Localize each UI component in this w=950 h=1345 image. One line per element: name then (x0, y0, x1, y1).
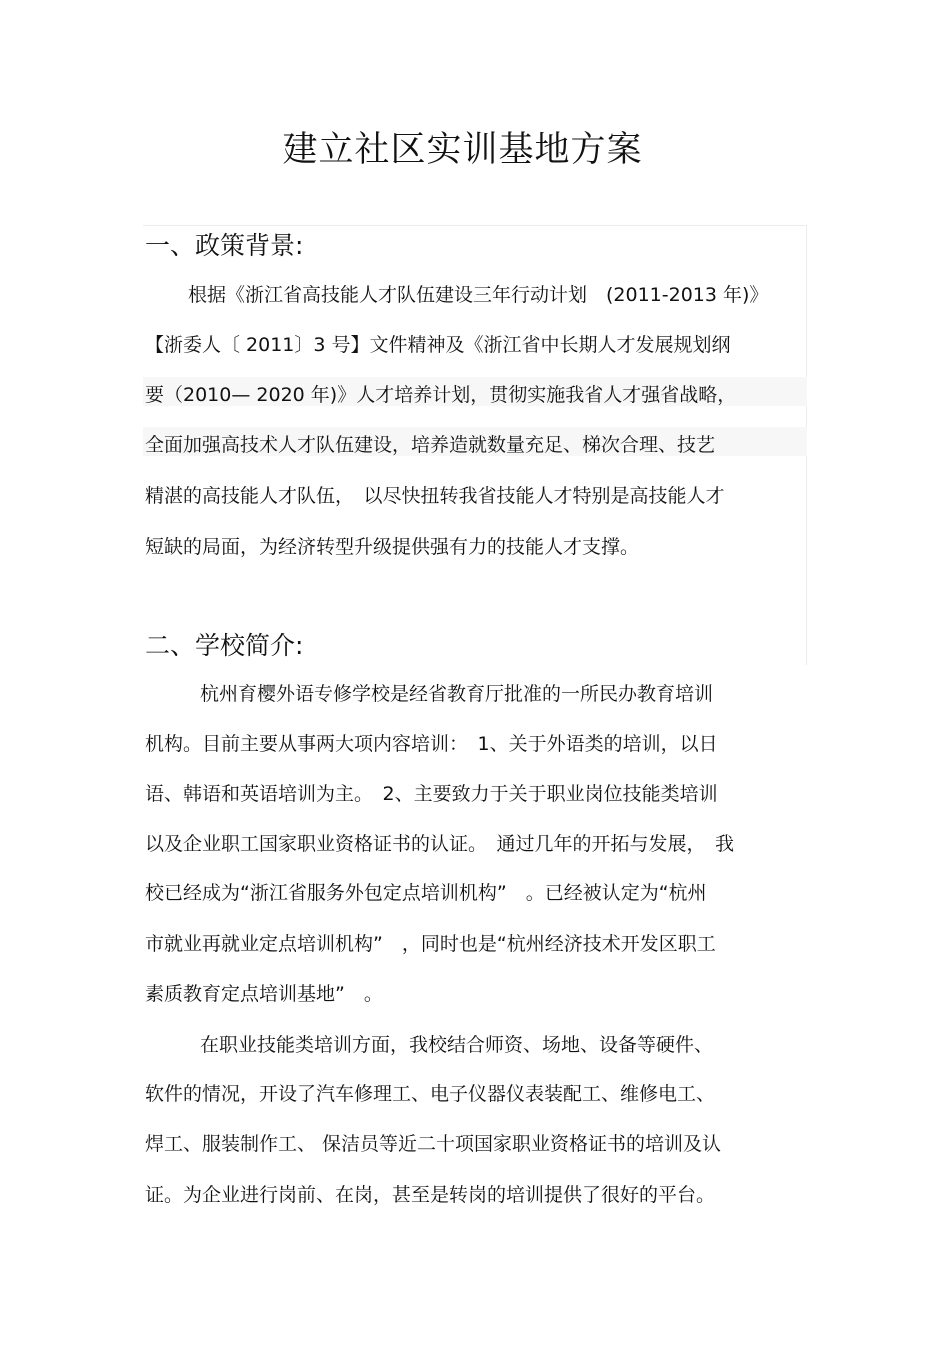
paragraph-line: 语、韩语和英语培训为主。 2、主要致力于关于职业岗位技能类培训 (145, 783, 718, 805)
paragraph-line: 以及企业职工国家职业资格证书的认证。 通过几年的开拓与发展， 我 (145, 833, 735, 855)
paragraph-line: 全面加强高技术人才队伍建设，培养造就数量充足、梯次合理、技艺 (145, 434, 716, 456)
section-heading-school: 二、学校简介: (145, 631, 304, 660)
paragraph-line: 软件的情况，开设了汽车修理工、电子仪器仪表装配工、维修电工、 (145, 1083, 716, 1105)
paragraph-line: 在职业技能类培训方面，我校结合师资、场地、设备等硬件、 (200, 1034, 714, 1056)
paragraph-line: 市就业再就业定点培训机构” ，同时也是“杭州经济技术开发区职工 (145, 933, 716, 955)
paragraph-line: 素质教育定点培训基地” 。 (145, 983, 383, 1005)
paragraph-line: 【浙委人〔 2011〕3 号】文件精神及《浙江省中长期人才发展规划纲 (145, 334, 731, 356)
paragraph-line: 校已经成为“浙江省服务外包定点培训机构” 。已经被认定为“杭州 (145, 882, 707, 904)
paragraph-line: 根据《浙江省高技能人才队伍建设三年行动计划 (2011-2013 年)》 (188, 284, 769, 306)
paragraph-line: 机构。目前主要从事两大项内容培训： 1、关于外语类的培训，以日 (145, 733, 718, 755)
document-title: 建立社区实训基地方案 (282, 130, 643, 170)
paragraph-line: 短缺的局面，为经济转型升级提供强有力的技能人才支撑。 (145, 536, 640, 558)
paragraph-line: 精湛的高技能人才队伍， 以尽快扭转我省技能人才特别是高技能人才 (145, 485, 725, 507)
paragraph-line: 证。为企业进行岗前、在岗，甚至是转岗的培训提供了很好的平台。 (145, 1184, 716, 1206)
section-heading-policy: 一、政策背景: (145, 231, 304, 260)
paragraph-line: 要（2010— 2020 年)》人才培养计划，贯彻实施我省人才强省战略， (145, 384, 737, 406)
paragraph-line: 焊工、服装制作工、 保洁员等近二十项国家职业资格证书的培训及认 (145, 1133, 722, 1155)
paragraph-line: 杭州育樱外语专修学校是经省教育厅批准的一所民办教育培训 (200, 683, 714, 705)
